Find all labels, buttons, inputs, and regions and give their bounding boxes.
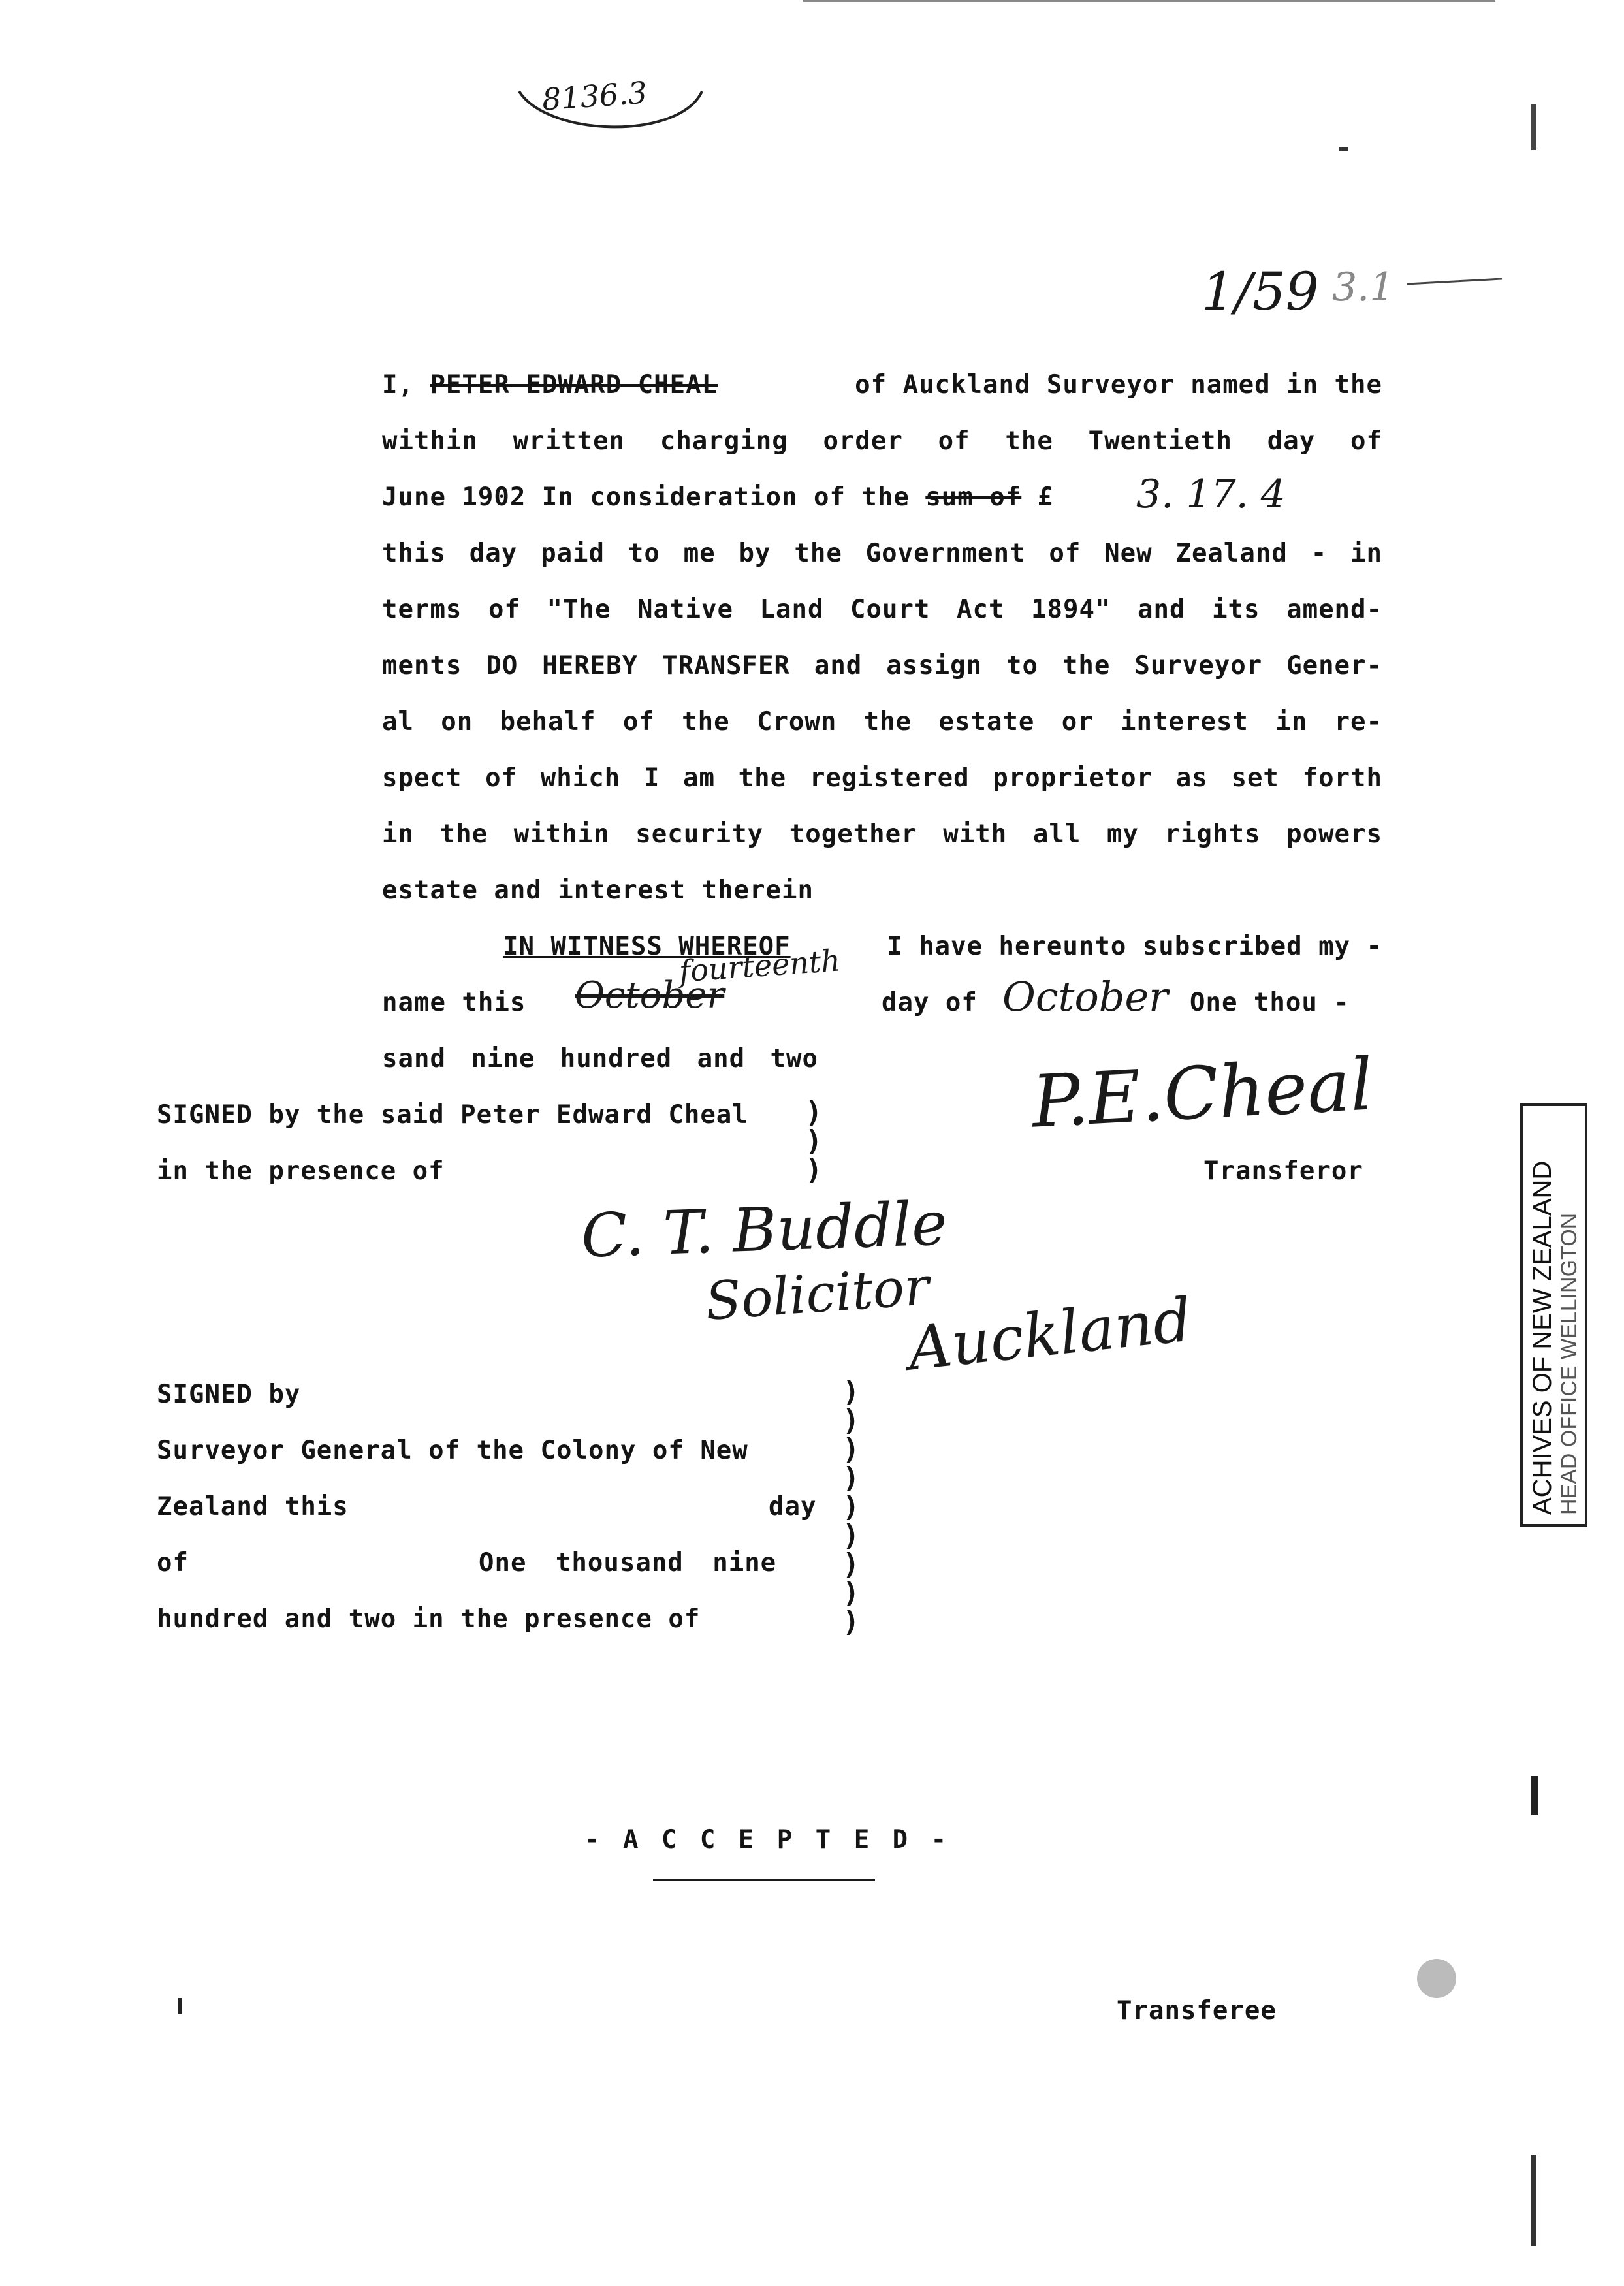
top-edge-line xyxy=(803,0,1495,2)
month-handwritten: October xyxy=(1002,973,1168,1021)
amount-handwritten: 3. 17. 4 xyxy=(1136,471,1286,517)
scan-speck xyxy=(1531,1776,1538,1815)
folio-number: 1/59 xyxy=(1202,261,1319,322)
reference-number: 8136.3 xyxy=(541,74,648,118)
scan-speck xyxy=(1531,104,1536,150)
body-line-3 xyxy=(382,483,1053,512)
reference-oval xyxy=(509,65,712,144)
currency-symbol: £ xyxy=(1037,483,1054,512)
archive-stamp-line-1: ACHIVES OF NEW ZEALAND xyxy=(1528,1160,1557,1515)
witness-line-2-suffix: One thou - xyxy=(1190,988,1350,1017)
witness-line-3: sand nine hundred and two xyxy=(382,1044,818,1073)
body-line-10: estate and interest therein xyxy=(382,876,814,905)
body-line-6: ments DO HEREBY TRANSFER and assign to the Surveyor Gener- xyxy=(382,651,1382,680)
witness-heading: IN WITNESS WHEREOF xyxy=(503,932,791,961)
body-line-1-prefix: I, xyxy=(382,370,414,400)
witness-line-1-rest: I have hereunto subscribed my - xyxy=(887,932,1382,961)
body-line-7: al on behalf of the Crown the estate or interest in re- xyxy=(382,707,1382,737)
signed-surveyor-line-2: Surveyor General of the Colony of New xyxy=(157,1436,748,1465)
accepted-rule xyxy=(653,1879,875,1881)
scan-speck xyxy=(178,1998,182,2014)
body-line-2: within written charging order of the Twentieth day of xyxy=(382,426,1382,456)
scan-speck xyxy=(1417,1959,1456,1998)
signed-surveyor-line-3-right: day xyxy=(769,1492,817,1521)
accepted-heading: - A C C E P T E D - xyxy=(584,1825,951,1854)
witness-signature-place: Auckland xyxy=(904,1284,1195,1384)
body-line-4: this day paid to me by the Government of New Zealand ‐ in xyxy=(382,539,1382,568)
witness-line-1 xyxy=(503,932,1382,961)
folio-extra: 3.1 xyxy=(1332,264,1395,310)
archive-stamp-line-2: HEAD OFFICE WELLINGTON xyxy=(1557,1213,1582,1515)
body-line-9: in the within security together with all my rights powers xyxy=(382,819,1382,849)
transferor-role: Transferor xyxy=(1203,1156,1363,1186)
struck-sum-of: sum of xyxy=(925,483,1022,512)
signed-surveyor-line-5: hundred and two in the presence of xyxy=(157,1604,701,1634)
transferee-role: Transferee xyxy=(1117,1996,1277,2025)
scan-speck xyxy=(1531,2155,1536,2246)
body-line-5: terms of "The Native Land Court Act 1894" and its amend- xyxy=(382,595,1382,624)
signed-surveyor-line-4-mid: One thousand nine xyxy=(479,1548,777,1578)
transferor-bracket: ) ) ) xyxy=(805,1096,823,1186)
day-struck-handwritten: October xyxy=(575,974,725,1017)
witness-line-2-prefix: name this xyxy=(382,988,526,1017)
body-line-1-rest: of Auckland Surveyor named in the xyxy=(855,370,1382,400)
transferor-name: PETER EDWARD CHEAL xyxy=(430,370,718,400)
body-line-1 xyxy=(382,370,1382,400)
surveyor-bracket: ) ) ) ) ) ) ) ) ) xyxy=(842,1375,860,1638)
signed-surveyor-line-3-left: Zealand this xyxy=(157,1492,349,1521)
witness-line-2-mid: day of xyxy=(882,988,978,1017)
signed-transferor-line-2: in the presence of xyxy=(157,1156,445,1186)
signed-surveyor-line-1: SIGNED by xyxy=(157,1380,301,1409)
witness-signature-name: C. T. Buddle xyxy=(580,1188,949,1271)
signed-surveyor-line-4-left: of xyxy=(157,1548,189,1578)
signed-transferor-line-1: SIGNED by the said Peter Edward Cheal xyxy=(157,1100,748,1130)
body-line-8: spect of which I am the registered proprietor as set forth xyxy=(382,763,1382,793)
body-line-3-prefix: June 1902 In consideration of the xyxy=(382,483,910,512)
folio-dash xyxy=(1404,271,1508,291)
day-handwritten: fourteenth xyxy=(678,942,842,989)
witness-signature-title: Solicitor xyxy=(703,1256,931,1332)
transferor-signature: P.E.Cheal xyxy=(1030,1042,1375,1144)
scan-speck xyxy=(1339,147,1348,151)
